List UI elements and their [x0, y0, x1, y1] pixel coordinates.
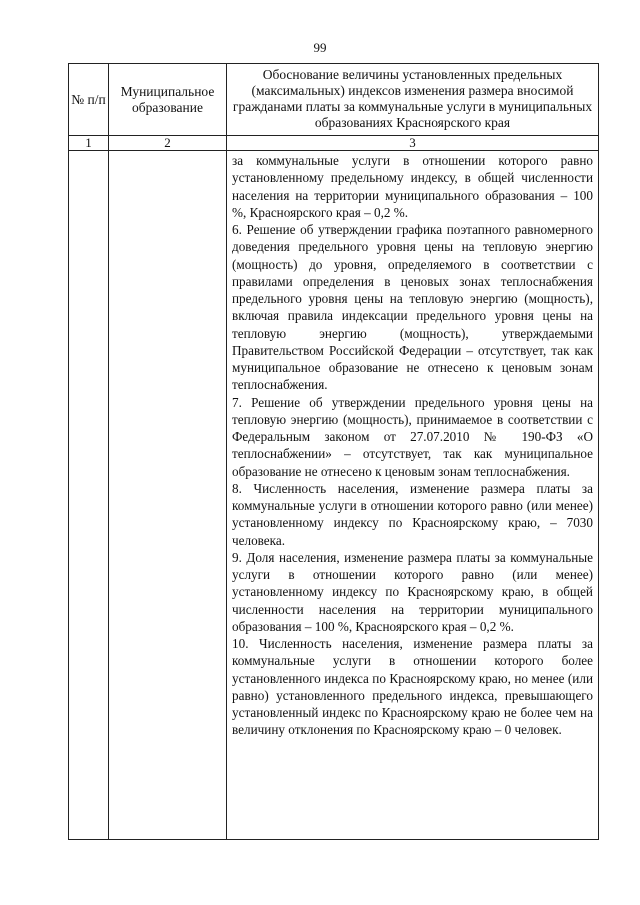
header-municipality: Муниципальное образование: [109, 64, 227, 136]
justification-text: [227, 151, 598, 739]
header-row-number: № п/п: [69, 64, 109, 136]
page-number: 99: [313, 40, 327, 55]
paragraph-8: 8. Численность населения, изменение размера платы за коммунальные услуги в отношении которого равно (или менее) установленному индексу по Красноярскому краю, – 7030 человека.: [232, 480, 593, 548]
column-number-row: [69, 136, 599, 151]
justification-cell: [227, 151, 599, 840]
table-header-row: [69, 64, 599, 136]
municipality-cell: [109, 151, 227, 840]
justification-table: [68, 63, 599, 840]
column-number-2: 2: [109, 136, 227, 151]
table-row: [69, 151, 599, 840]
paragraph-6: 6. Решение об утверждении графика поэтапного равномерного доведения предельного уровня цены на тепловую энергию (мощность) до уровня, определяемого в соответствии с правилами определения в ценовых зонах теплоснабжения предельного уровня цены на тепловую энергию (мощность), включая правила индексации предельного уровня цены на тепловую энергию (мощность), утверждаемыми Правительством Российской Федерации – отсутствует, так как муниципальное образование не отнесено к ценовым зонам теплоснабжения.: [232, 222, 593, 393]
paragraph-continuation: за коммунальные услуги в отношении которого равно установленному предельному индексу, в общей численности населения на территории муниципального образования – 100 %, Красноярского края – 0,2 %.: [232, 153, 593, 220]
column-number-3: 3: [227, 136, 599, 151]
paragraph-7: 7. Решение об утверждении предельного уровня цены на тепловую энергию (мощность), принимаемое в соответствии с Федеральным законом от 27.07.2010 № 190-ФЗ «О теплоснабжении» – отсутствует, так как муниципальное образование не отнесено к ценовым зонам теплоснабжения.: [232, 394, 593, 479]
column-number-1: 1: [69, 136, 109, 151]
header-justification: Обоснование величины установленных предельных (максимальных) индексов изменения размера вносимой гражданами платы за коммунальные услуги в муниципальных образованиях Красноярского края: [227, 64, 599, 136]
row-number-cell: [69, 151, 109, 840]
paragraph-10: 10. Численность населения, изменение размера платы за коммунальные услуги в отношении которого более установленного индекса по Красноярскому краю, но менее (или равно) установленного предельного индекса, превышающего установленный индекс по Красноярскому краю не более чем на величину отклонения по Красноярскому краю – 0 человек.: [232, 636, 593, 738]
paragraph-9: 9. Доля населения, изменение размера платы за коммунальные услуги в отношении которого равно (или менее) установленному индексу по Красноярскому краю, в общей численности населения на территории муниципального образования – 100 %, Красноярского края – 0,2 %.: [232, 549, 593, 634]
